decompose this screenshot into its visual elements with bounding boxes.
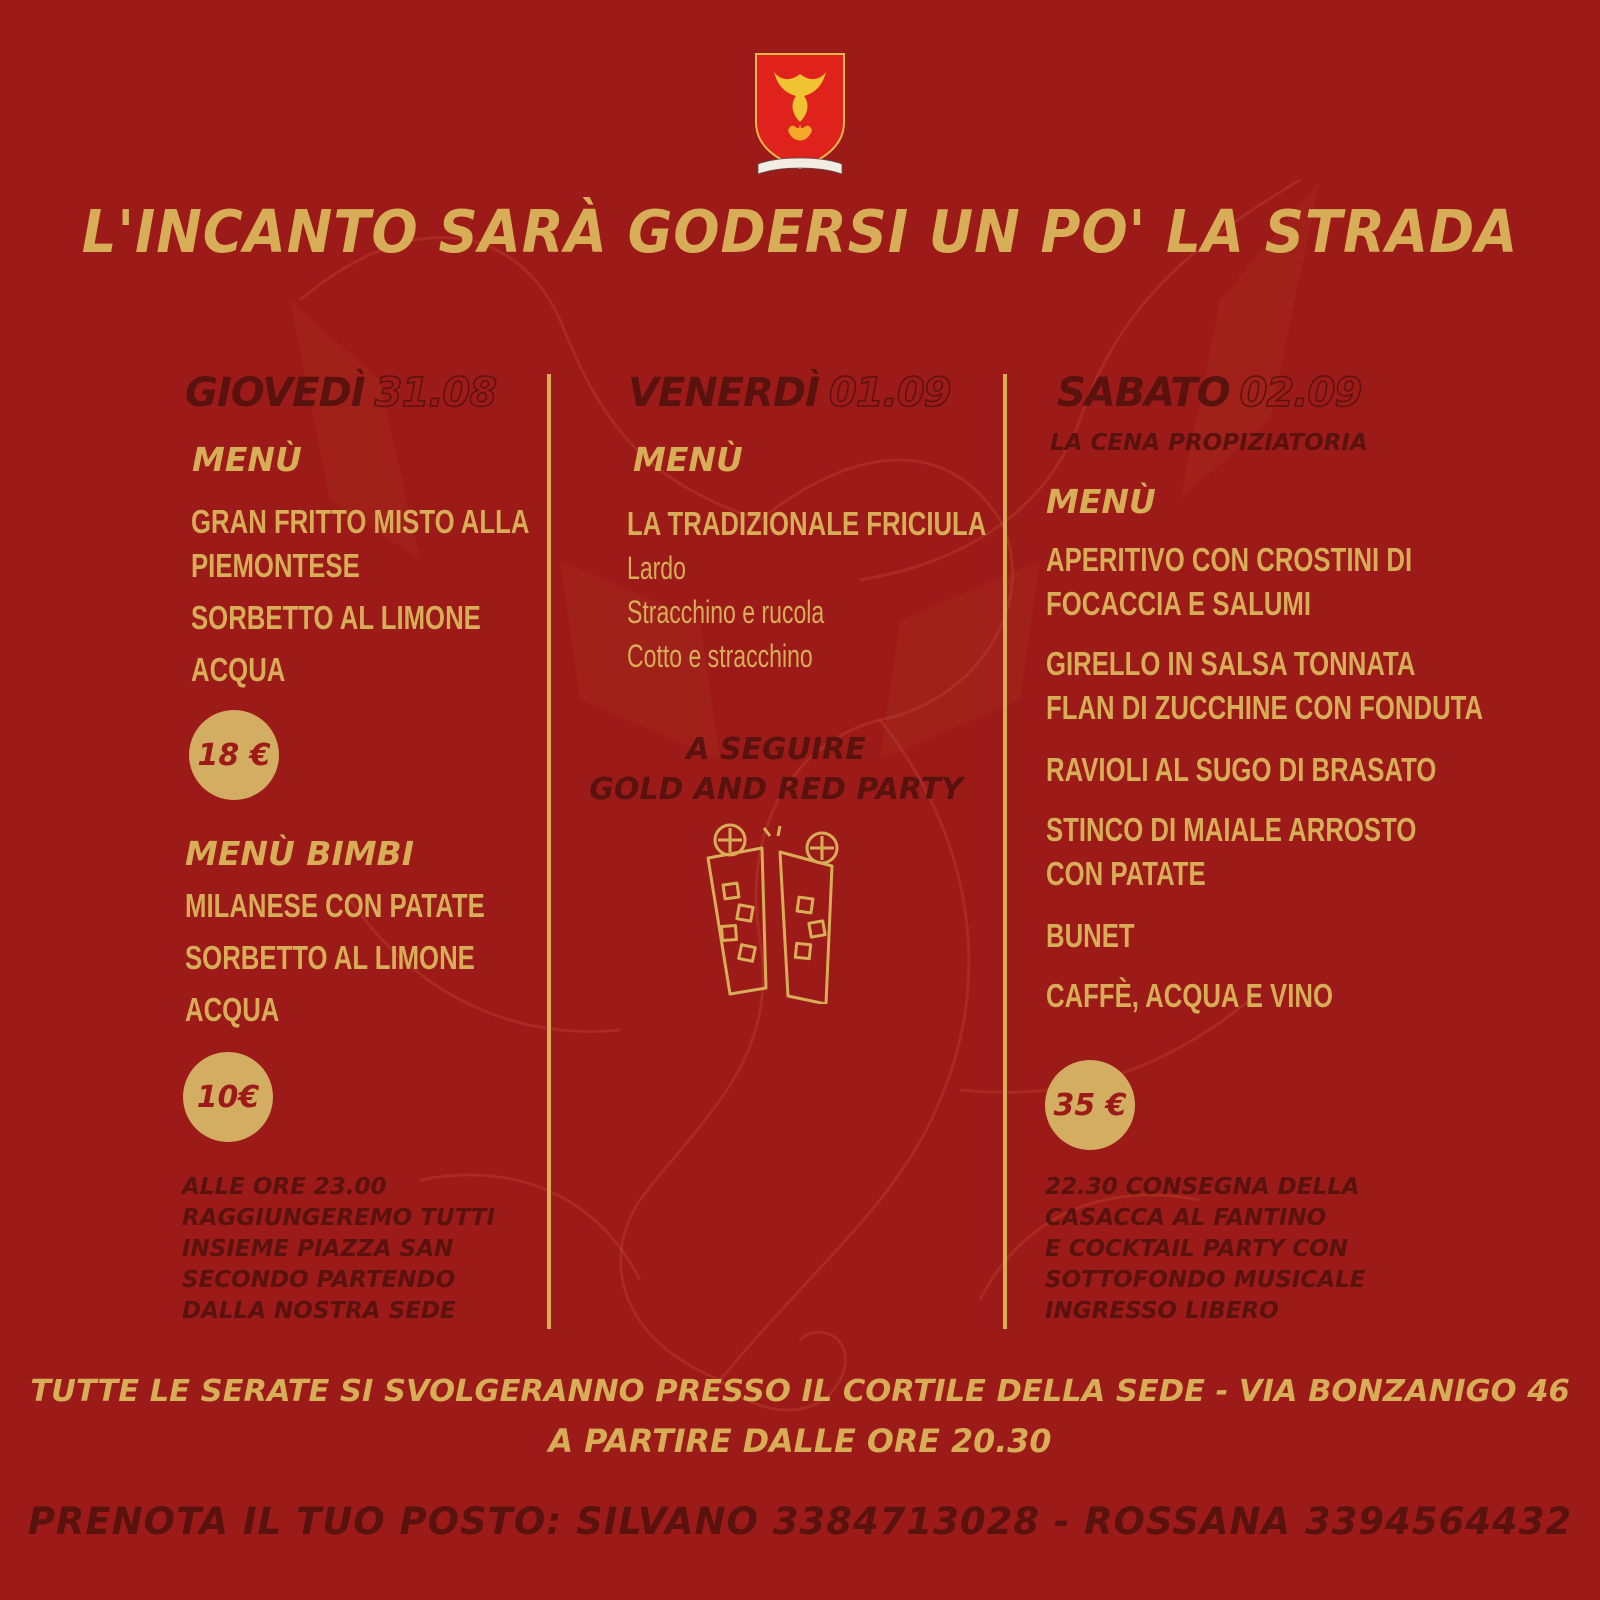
party-line: A SEGUIRE: [686, 732, 866, 767]
day-heading-giovedi: [185, 370, 496, 416]
party-announcement: [556, 730, 996, 810]
page-title: L'INCANTO SARÀ GODERSI UN PO' LA STRADA: [81, 198, 1519, 266]
kids-price-badge: 10€: [183, 1052, 273, 1142]
menu-item: SORBETTO AL LIMONE: [191, 599, 481, 636]
event-note: [182, 1172, 495, 1327]
menu-sub-item: Lardo: [627, 550, 686, 586]
menu-label: MENÙ: [192, 440, 302, 479]
menu-label: MENÙ: [633, 440, 743, 479]
day-name: VENERDÌ: [628, 370, 819, 416]
day-heading-sabato: [1057, 370, 1361, 416]
phoenix-crest-icon: [750, 52, 850, 184]
column-divider: [547, 374, 551, 1329]
booking-contacts: PRENOTA IL TUO POSTO: SILVANO 3384713028 - ROSSANA 3394564432: [27, 1500, 1573, 1543]
menu-item: BUNET: [1046, 917, 1135, 954]
menu-sub-item: Stracchino e rucola: [627, 594, 825, 630]
day-name: SABATO: [1057, 370, 1230, 416]
cocktail-cheers-icon: [700, 822, 865, 1004]
kids-menu-item: SORBETTO AL LIMONE: [185, 939, 475, 976]
menu-sub-item: Cotto e stracchino: [627, 638, 813, 674]
menu-item: GIRELLO IN SALSA TONNATA: [1046, 645, 1416, 682]
menu-item: FLAN DI ZUCCHINE CON FONDUTA: [1046, 689, 1484, 726]
menu-item: APERITIVO CON CROSTINI DI: [1046, 541, 1413, 578]
kids-menu-item: MILANESE CON PATATE: [185, 887, 485, 924]
kids-menu-label: MENÙ BIMBI: [185, 834, 414, 873]
note-line: SECONDO PARTENDO: [182, 1267, 456, 1293]
price-badge: 18 €: [189, 710, 279, 800]
day-date: 01.09: [828, 370, 951, 416]
day-heading-venerdi: [628, 370, 951, 416]
menu-item: PIEMONTESE: [191, 547, 360, 584]
menu-item: STINCO DI MAIALE ARROSTO: [1046, 811, 1417, 848]
start-time-info: A PARTIRE DALLE ORE 20.30: [548, 1424, 1052, 1460]
menu-item: GRAN FRITTO MISTO ALLA: [191, 503, 530, 540]
menu-item: CAFFÈ, ACQUA E VINO: [1046, 977, 1333, 1014]
kids-menu-item: ACQUA: [185, 991, 280, 1028]
menu-item: ACQUA: [191, 651, 286, 688]
venue-info: TUTTE LE SERATE SI SVOLGERANNO PRESSO IL CORTILE DELLA SEDE - VIA BONZANIGO 46: [30, 1374, 1570, 1409]
note-line: DALLA NOSTRA SEDE: [182, 1298, 456, 1324]
day-name: GIOVEDÌ: [185, 370, 365, 416]
price-badge: 35 €: [1045, 1060, 1135, 1150]
menu-label: MENÙ: [1046, 482, 1156, 521]
day-date: 02.09: [1239, 370, 1362, 416]
menu-item: CON PATATE: [1046, 855, 1206, 892]
event-subtitle: LA CENA PROPIZIATORIA: [1050, 430, 1368, 456]
party-line: GOLD AND RED PARTY: [589, 772, 963, 807]
menu-item: FOCACCIA E SALUMI: [1046, 585, 1312, 622]
menu-item: LA TRADIZIONALE FRICIULA: [627, 505, 987, 542]
day-date: 31.08: [374, 370, 497, 416]
note-line: ALLE ORE 23.00: [182, 1174, 387, 1200]
note-line: INSIEME PIAZZA SAN: [182, 1236, 454, 1262]
note-line: 22.30 CONSEGNA DELLA: [1045, 1174, 1360, 1200]
column-divider: [1003, 374, 1007, 1329]
note-line: SOTTOFONDO MUSICALE: [1045, 1267, 1366, 1293]
note-line: CASACCA AL FANTINO: [1045, 1205, 1327, 1231]
note-line: RAGGIUNGEREMO TUTTI: [182, 1205, 496, 1231]
event-note: [1045, 1172, 1365, 1327]
note-line: INGRESSO LIBERO: [1045, 1298, 1279, 1324]
note-line: E COCKTAIL PARTY CON: [1045, 1236, 1349, 1262]
menu-item: RAVIOLI AL SUGO DI BRASATO: [1046, 751, 1437, 788]
